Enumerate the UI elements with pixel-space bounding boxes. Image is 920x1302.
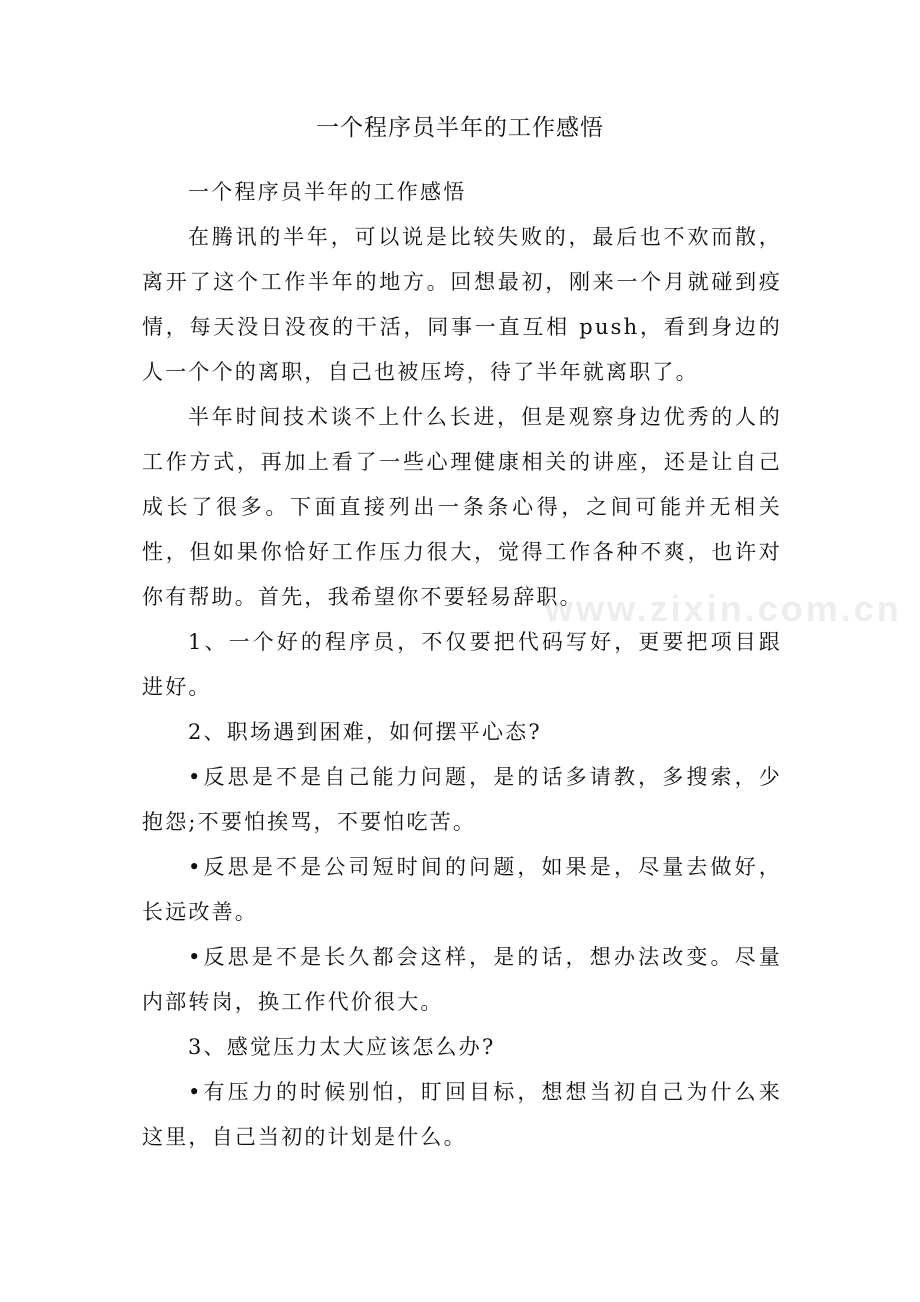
paragraph-bullet-company: •反思是不是公司短时间的问题，如果是，尽量去做好，长远改善。 xyxy=(142,855,782,924)
paragraph-bullet-long-term: •反思是不是长久都会这样，是的话，想办法改变。尽量内部转岗，换工作代价很大。 xyxy=(142,945,782,1014)
paragraph-bullet-pressure: •有压力的时候别怕，盯回目标，想想当初自己为什么来这里，自己当初的计划是什么。 xyxy=(142,1080,782,1149)
document-title: 一个程序员半年的工作感悟 xyxy=(316,115,604,141)
watermark-text: www.zixin.com.cn xyxy=(545,588,902,629)
paragraph-point-3: 3、感觉压力太大应该怎么办? xyxy=(188,1035,496,1059)
paragraph-intro: 在腾讯的半年，可以说是比较失败的，最后也不欢而散，离开了这个工作半年的地方。回想最初，刚来一个月就碰到疫情，每天没日没夜的干活，同事一直互相 push，看到身边的人一个个的离职，自己也被压垮，待了半年就离职了。 xyxy=(142,225,782,384)
document-body xyxy=(142,170,782,1160)
paragraph-reflection: 半年时间技术谈不上什么长进，但是观察身边优秀的人的工作方式，再加上看了一些心理健康相关的讲座，还是让自己成长了很多。下面直接列出一条条心得，之间可能并无相关性，但如果你恰好工作压力很大，觉得工作各种不爽，也许对你有帮助。首先，我希望你不要轻易辞职。 xyxy=(142,405,782,609)
paragraph-bullet-ability: •反思是不是自己能力问题，是的话多请教，多搜索，少抱怨;不要怕挨骂，不要怕吃苦。 xyxy=(142,765,782,834)
paragraph-subtitle: 一个程序员半年的工作感悟 xyxy=(188,180,467,204)
paragraph-point-2: 2、职场遇到困难，如何摆平心态? xyxy=(188,720,542,744)
paragraph-point-1: 1、一个好的程序员，不仅要把代码写好，更要把项目跟进好。 xyxy=(142,630,782,699)
